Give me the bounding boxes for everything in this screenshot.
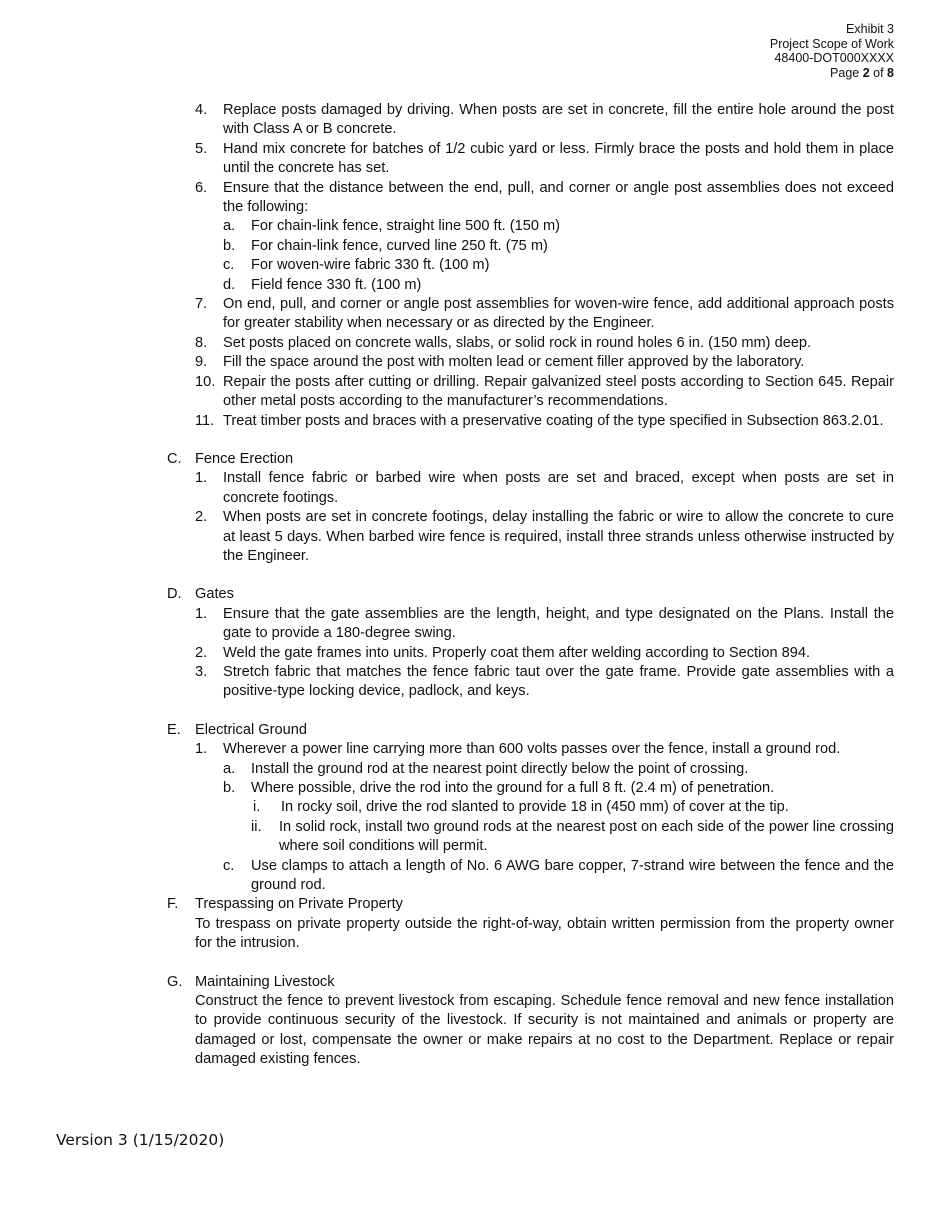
document-body (167, 101, 894, 1070)
list-item: 11. Treat timber posts and braces with a preservative coating of the type specified in Subsection 863.2.01. (195, 412, 884, 429)
document-title: Project Scope of Work (769, 36, 894, 51)
list-item: 1. Ensure that the gate assemblies are the length, height, and type designated on the Plans. Install the gate to provide a 180-degree swing. (195, 605, 894, 642)
section-paragraph: Construct the fence to prevent livestock from escaping. Schedule fence removal and new fence installation to provide continuous security of the livestock. If security is not maintained and animals or property are damaged or lost, compensate the owner or make repairs at no cost to the Department. Replace or repair damaged existing fences. (195, 993, 894, 1068)
section-heading-electrical-ground: E. Electrical Ground (167, 721, 307, 738)
list-item: 7. On end, pull, and corner or angle post assemblies for woven-wire fence, add additional approach posts for greater stability when necessary or as directed by the Engineer. (195, 296, 894, 332)
list-item: 8. Set posts placed on concrete walls, slabs, or solid rock in round holes 6 in. (150 mm) deep. (195, 334, 812, 351)
sub-list-item: d. Field fence 330 ft. (100 m) (223, 276, 422, 293)
list-item: 6. Ensure that the distance between the end, pull, and corner or angle post assemblies does not exceed the following: (195, 179, 894, 216)
page-number: Page 2 of 8 (830, 65, 894, 80)
list-item: 1. Wherever a power line carrying more than 600 volts passes over the fence, install a ground rod. (195, 741, 841, 758)
list-item: 1. Install fence fabric or barbed wire when posts are set and braced, except when posts are set in concrete footings. (195, 470, 894, 506)
sub-list-item: c. For woven-wire fabric 330 ft. (100 m) (223, 257, 490, 274)
list-item: 3. Stretch fabric that matches the fence fabric taut over the gate frame. Provide gate assemblies with a positive-type locking device, padlock, and keys. (195, 663, 894, 700)
sub-list-item: b. For chain-link fence, curved line 250 ft. (75 m) (223, 237, 548, 254)
exhibit-label: Exhibit 3 (846, 22, 894, 36)
list-item: 5. Hand mix concrete for batches of 1/2 cubic yard or less. Firmly brace the posts and hold them in place until the concrete has set. (195, 140, 894, 177)
sub-sub-list-item: i. In rocky soil, drive the rod slanted to provide 18 in (450 mm) of cover at the tip. (253, 799, 789, 816)
section-paragraph: To trespass on private property outside the right-of-way, obtain written permission from the property owner for the intrusion. (195, 915, 894, 952)
section-heading-trespassing: F. Trespassing on Private Property (167, 896, 403, 913)
contract-number: 48400-DOT000XXXX (774, 51, 894, 65)
list-item: 2. Weld the gate frames into units. Properly coat them after welding according to Section 894. (195, 644, 811, 661)
list-item: 10. Repair the posts after cutting or drilling. Repair galvanized steel posts according to Section 645. Repair other metal posts according to the manufacturer’s recommendations. (195, 373, 894, 410)
section-heading-gates: D. Gates (167, 586, 234, 603)
sub-list-item: a. For chain-link fence, straight line 500 ft. (150 m) (223, 218, 561, 235)
page-header (770, 22, 894, 80)
sub-list-item: a. Install the ground rod at the nearest point directly below the point of crossing. (223, 760, 749, 777)
sub-sub-list-item: ii. In solid rock, install two ground rods at the nearest post on each side of the power line crossing where soil conditions will permit. (251, 818, 894, 855)
version-footer: Version 3 (1/15/2020) (56, 1131, 225, 1149)
sub-list-item: b. Where possible, drive the rod into the ground for a full 8 ft. (2.4 m) of penetration. (223, 780, 775, 796)
list-item: 2. When posts are set in concrete footings, delay installing the fabric or wire to allow the concrete to cure at least 5 days. When barbed wire fence is required, install three strands unless otherwise instructed by the Engineer. (195, 509, 894, 564)
list-item: 4. Replace posts damaged by driving. When posts are set in concrete, fill the entire hole around the post with Class A or B concrete. (195, 102, 894, 138)
section-heading-maintaining-livestock: G. Maintaining Livestock (167, 973, 335, 990)
section-heading-fence-erection: C. Fence Erection (167, 450, 294, 467)
list-item: 9. Fill the space around the post with molten lead or cement filler approved by the laboratory. (195, 354, 805, 371)
sub-list-item: c. Use clamps to attach a length of No. 6 AWG bare copper, 7-strand wire between the fence and the ground rod. (223, 857, 894, 894)
